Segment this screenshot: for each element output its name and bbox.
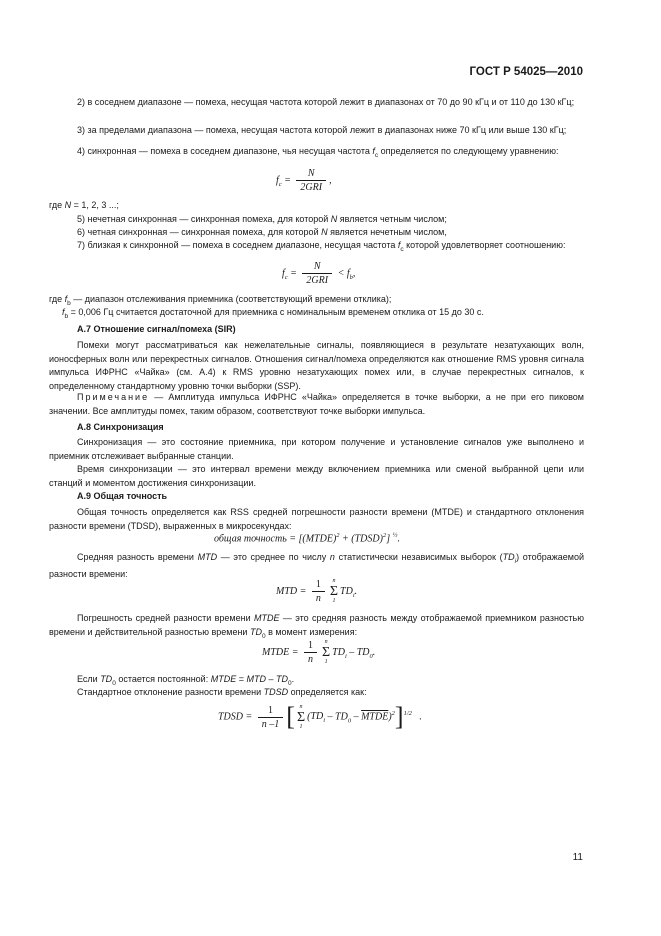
page-number: 11	[572, 852, 583, 863]
paragraph-item-7: 7) близкая к синхронной — помеха в соседнем диапазоне, несущая частота $f_c$ которой удовлетворяет соотношению:	[77, 240, 566, 253]
note-text: — Амплитуда импульса ИФРНС «Чайка» определяется в точке выборки, а не при его пиковом значении. Все амплитуды помех, таким образом, соответствуют точке выборки импульса.	[49, 392, 584, 416]
section-a9-text-5: Стандартное отклонение разности времени TDSD определяется как:	[77, 687, 367, 697]
paragraph-item-3: 3) за пределами диапазона — помеха, несущая частота которой лежит в диапазонах ниже 70 кГц или выше 130 кГц;	[77, 125, 567, 135]
section-a9-title: А.9 Общая точность	[77, 491, 168, 501]
paragraph-item-4: 4) синхронная — помеха в соседнем диапазоне, чья несущая частота $f_c$ определяется по следующему уравнению:	[77, 146, 559, 159]
note-label: Примечание	[77, 392, 150, 402]
section-a9-text-4: Если $TD_0$ остается постоянной: MTDE = MTD – $TD_0$.	[77, 674, 295, 687]
formula-tdsd: TDSD = $\frac{1}{n -1}$ [ n Σ 1 ($TD_i - TD_0$ – MTDE)$^2$]$^{1/2}$ .	[218, 702, 422, 731]
section-a7-text: Помехи могут рассматриваться как нежелательные сигналы, появляющиеся в результате незатухающих волн, ионосферных волн или перекрестных сигналов. Отношения сигнал/помеха определяются как отношение RMS уровня сигнала импульса ИФРНС «Чайка» (см. А.4) к RMS уровню незатухающих помех или, в случае перекрестных сигналов, к определенному стандартному уровню точки выборки (SSP).	[49, 340, 584, 391]
section-a8-text-2: Время синхронизации — это интервал времени между включением приемника или сменой выбранной цепи или станций и моментом достижения синхронизации.	[49, 464, 584, 488]
formula-near-sync: $f_c$ = $\frac{N}{\text{2GRI}}$ < $f_b$,	[282, 261, 356, 286]
section-a9-text-3: Погрешность средней разности времени MTDE — это средняя разность между отображаемой приемником разностью времени и действительной разностью времени $TD_0$ в момент измерения:	[49, 613, 584, 640]
paragraph-item-6: 6) четная синхронная — синхронная помеха, для которой N является нечетным числом,	[77, 227, 447, 237]
section-a7-note	[49, 391, 584, 418]
section-a7-title: А.7 Отношение сигнал/помеха (SIR)	[77, 324, 236, 334]
section-a9-text-1: Общая точность определяется как RSS средней погрешности разности времени (MTDE) и стандартного отклонения разности времени (TDSD), выраженных в микросекундах:	[49, 507, 584, 531]
formula-total-accuracy: общая точность = [(MTDE)$^2$ + (TDSD)$^2$] $^{\frac{1}{2}}$.	[214, 532, 401, 545]
fb-value-text: $f_b = 0,006$ Гц считается достаточной для приемника с номинальным временем отклика от 15 до 30 с.	[62, 307, 484, 320]
formula-sync-frequency: $f_c$ = $\frac{N}{\text{2GRI}}$ ,	[276, 168, 332, 193]
where-n-text: где N = 1, 2, 3 ...;	[49, 200, 119, 210]
section-a9-text-2: Средняя разность времени MTD — это среднее по числу n статистически независимых выборок $(TD_i)$ отображаемой разности времени:	[49, 552, 585, 580]
paragraph-item-2: 2) в соседнем диапазоне — помеха, несущая частота которой лежит в диапазонах от 70 до 90 кГц и от 110 до 130 кГц;	[77, 97, 575, 107]
paragraph-item-5: 5) нечетная синхронная — синхронная помеха, для которой N является четным числом;	[77, 214, 447, 224]
section-a8-title: А.8 Синхронизация	[77, 422, 164, 432]
document-code: ГОСТ Р 54025—2010	[469, 66, 583, 78]
formula-mtde: MTDE = $\frac{1}{n}$ n Σ 1 $TD_i - TD_0$.	[262, 639, 376, 665]
where-fb-text: где $f_b$ — диапазон отслеживания приемника (соответствующий времени отклика);	[49, 294, 392, 307]
section-a8-text-1: Синхронизация — это состояние приемника, при котором получение и установление сигналов уже выполнено и приемник отслеживает выбранные станции.	[49, 437, 584, 461]
formula-mtd: MTD = $\frac{1}{n}$ n Σ 1 $TD_i$.	[276, 578, 358, 604]
